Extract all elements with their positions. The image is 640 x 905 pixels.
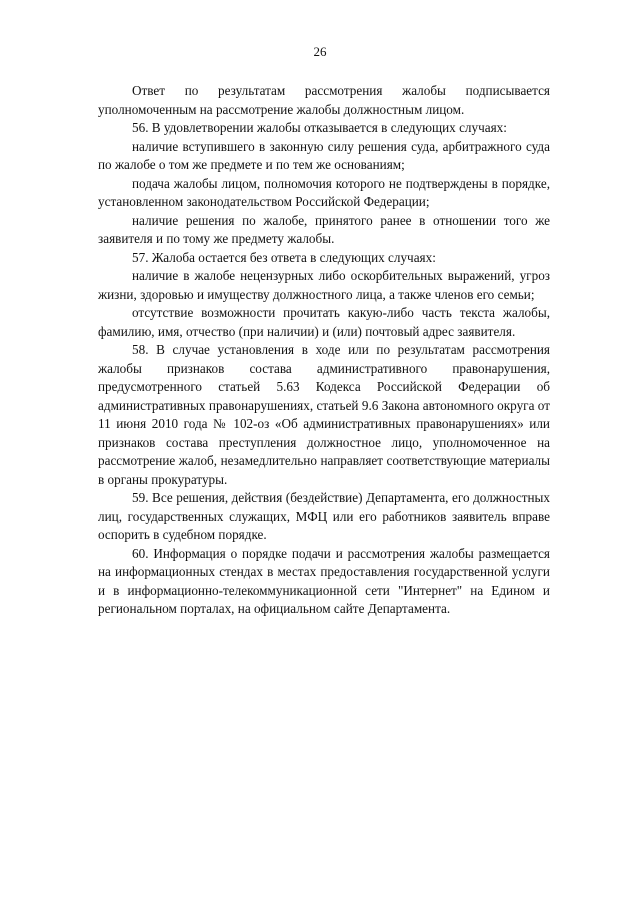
paragraph-unreadable-text: отсутствие возможности прочитать какую-либо часть текста жалобы, фамилию, имя, отчество (при наличии) и (или) почтовый адрес заявителя.: [98, 305, 550, 339]
paragraph-59-appeal-right: 59. Все решения, действия (бездействие) Департамента, его должностных лиц, государственных служащих, МФЦ или его работников заявитель вправе оспорить в судебном порядке.: [98, 490, 550, 542]
paragraph-court-decision: наличие вступившего в законную силу решения суда, арбитражного суда по жалобе о том же предмете и по тем же основаниям;: [98, 138, 550, 172]
paragraph-57-no-answer-heading: 57. Жалоба остается без ответа в следующих случаях:: [132, 249, 436, 265]
paragraph-58-violation-signs: 58. В случае установления в ходе или по результатам рассмотрения жалобы признаков состава административного правонарушения, предусмотренного статьей 5.63 Кодекса Российской Федерации об административных правонарушениях, статьей 9.6 Закона автономного округа от 11 июня 2010 года № 102-оз «Об административных правонарушениях» или признаков состава преступления должностное лицо, уполномоченное на рассмотрение жалоб, незамедлительно направляет соответствующие материалы в органы прокуратуры.: [98, 342, 550, 487]
document-body: [98, 82, 550, 619]
paragraph-60-information-placement: 60. Информация о порядке подачи и рассмотрения жалобы размещается на информационных стендах в местах предоставления государственной услуги и в информационно-телекоммуникационной сети "Интернет" на Едином и региональном порталах, на официальном сайте Департамента.: [98, 545, 550, 616]
paragraph-prior-decision: наличие решения по жалобе, принятого ранее в отношении того же заявителя и по тому же предмету жалобы.: [98, 212, 550, 246]
page-number: 26: [313, 44, 327, 59]
paragraph-unconfirmed-authority: подача жалобы лицом, полномочия которого не подтверждены в порядке, установленном законодательством Российской Федерации;: [98, 175, 550, 209]
paragraph-response-signing: Ответ по результатам рассмотрения жалобы подписывается уполномоченным на рассмотрение жалобы должностным лицом.: [98, 83, 550, 117]
paragraph-56-refusal-heading: 56. В удовлетворении жалобы отказывается в следующих случаях:: [132, 120, 507, 135]
paragraph-offensive-language: наличие в жалобе нецензурных либо оскорбительных выражений, угроз жизни, здоровью и имуществу должностного лица, а также членов его семьи;: [98, 268, 550, 302]
